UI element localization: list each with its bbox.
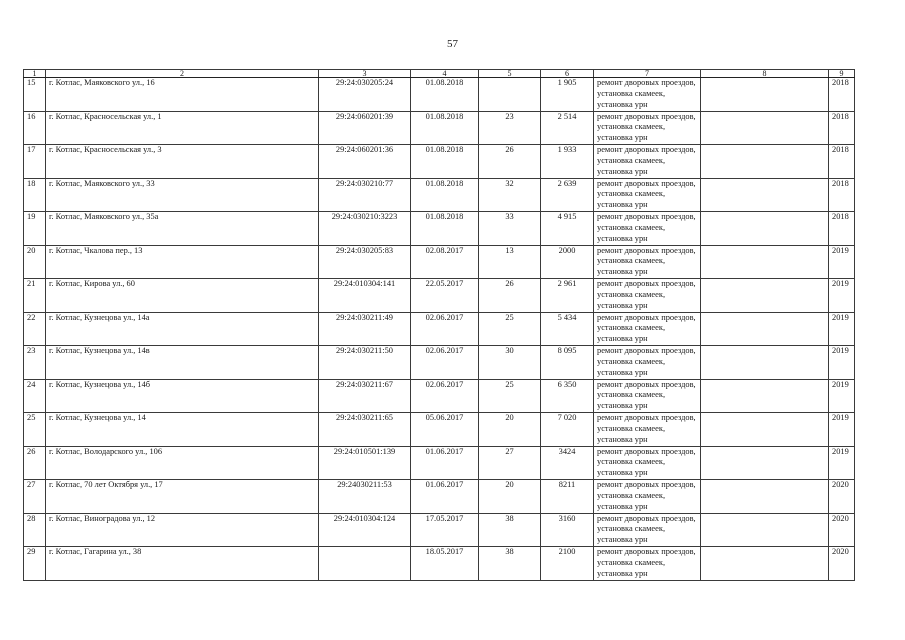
- column-6-cell: 1 933: [541, 145, 594, 179]
- work-description-cell: ремонт дворовых проездов, установка скамеек, установка урн: [594, 111, 701, 145]
- column-6-cell: 2100: [541, 547, 594, 581]
- work-description-cell: ремонт дворовых проездов, установка скамеек, установка урн: [594, 212, 701, 246]
- cadastral-number-cell: 29:24:030211:49: [319, 312, 411, 346]
- column-5-cell: 27: [479, 446, 541, 480]
- cadastral-number-cell: 29:24:030205:24: [319, 78, 411, 112]
- column-5-cell: 33: [479, 212, 541, 246]
- row-number-cell: 22: [24, 312, 46, 346]
- date-cell: 22.05.2017: [411, 279, 479, 313]
- year-cell: 2019: [829, 279, 855, 313]
- column-5-cell: 32: [479, 178, 541, 212]
- column-number: 9: [829, 70, 855, 78]
- table-row: [24, 379, 855, 413]
- work-description-cell: ремонт дворовых проездов, установка скамеек, установка урн: [594, 312, 701, 346]
- address-cell: г. Котлас, Виноградова ул., 12: [46, 513, 319, 547]
- address-cell: г. Котлас, Чкалова пер., 13: [46, 245, 319, 279]
- date-cell: 17.05.2017: [411, 513, 479, 547]
- column-8-cell: [701, 346, 829, 380]
- address-cell: г. Котлас, Красносельская ул., 1: [46, 111, 319, 145]
- year-cell: 2020: [829, 513, 855, 547]
- row-number-cell: 27: [24, 480, 46, 514]
- year-cell: 2019: [829, 312, 855, 346]
- table-row: [24, 279, 855, 313]
- row-number-cell: 23: [24, 346, 46, 380]
- column-5-cell: 30: [479, 346, 541, 380]
- column-5-cell: 26: [479, 145, 541, 179]
- work-description-cell: ремонт дворовых проездов, установка скамеек, установка урн: [594, 245, 701, 279]
- column-5-cell: 13: [479, 245, 541, 279]
- column-6-cell: 2 961: [541, 279, 594, 313]
- page-number: 57: [447, 38, 458, 50]
- column-number: 7: [594, 70, 701, 78]
- address-cell: г. Котлас, Маяковского ул., 33: [46, 178, 319, 212]
- column-5-cell: 20: [479, 413, 541, 447]
- address-cell: г. Котлас, Гагарина ул., 38: [46, 547, 319, 581]
- cadastral-number-cell: 29:24:010304:124: [319, 513, 411, 547]
- table-row: [24, 413, 855, 447]
- year-cell: 2019: [829, 446, 855, 480]
- table-body: [24, 70, 855, 581]
- date-cell: 01.08.2018: [411, 145, 479, 179]
- column-number: 8: [701, 70, 829, 78]
- work-description-cell: ремонт дворовых проездов, установка скамеек, установка урн: [594, 480, 701, 514]
- address-cell: г. Котлас, Кузнецова ул., 14: [46, 413, 319, 447]
- column-5-cell: 20: [479, 480, 541, 514]
- address-cell: г. Котлас, Кузнецова ул., 14в: [46, 346, 319, 380]
- column-8-cell: [701, 111, 829, 145]
- table-row: [24, 547, 855, 581]
- column-8-cell: [701, 446, 829, 480]
- table-row: [24, 312, 855, 346]
- date-cell: 02.06.2017: [411, 312, 479, 346]
- column-8-cell: [701, 279, 829, 313]
- table-row: [24, 513, 855, 547]
- date-cell: 02.06.2017: [411, 379, 479, 413]
- year-cell: 2020: [829, 547, 855, 581]
- column-6-cell: 7 020: [541, 413, 594, 447]
- year-cell: 2019: [829, 245, 855, 279]
- table-row: [24, 346, 855, 380]
- table-row: [24, 245, 855, 279]
- column-8-cell: [701, 78, 829, 112]
- work-description-cell: ремонт дворовых проездов, установка скамеек, установка урн: [594, 279, 701, 313]
- row-number-cell: 24: [24, 379, 46, 413]
- year-cell: 2020: [829, 480, 855, 514]
- cadastral-number-cell: 29:24030211:53: [319, 480, 411, 514]
- work-description-cell: ремонт дворовых проездов, установка скамеек, установка урн: [594, 78, 701, 112]
- row-number-cell: 28: [24, 513, 46, 547]
- table-row: [24, 78, 855, 112]
- cadastral-number-cell: 29:24:010501:139: [319, 446, 411, 480]
- column-6-cell: 2 639: [541, 178, 594, 212]
- row-number-cell: 26: [24, 446, 46, 480]
- column-number: 3: [319, 70, 411, 78]
- column-number: 5: [479, 70, 541, 78]
- column-number: 4: [411, 70, 479, 78]
- column-5-cell: 25: [479, 379, 541, 413]
- row-number-cell: 21: [24, 279, 46, 313]
- cadastral-number-cell: 29:24:030210:77: [319, 178, 411, 212]
- column-6-cell: 1 905: [541, 78, 594, 112]
- cadastral-number-cell: 29:24:060201:39: [319, 111, 411, 145]
- column-8-cell: [701, 547, 829, 581]
- date-cell: 01.08.2018: [411, 78, 479, 112]
- column-6-cell: 3424: [541, 446, 594, 480]
- table-row: [24, 480, 855, 514]
- cadastral-number-cell: 29:24:010304:141: [319, 279, 411, 313]
- column-5-cell: 38: [479, 513, 541, 547]
- work-description-cell: ремонт дворовых проездов, установка скамеек, установка урн: [594, 446, 701, 480]
- column-6-cell: 4 915: [541, 212, 594, 246]
- year-cell: 2018: [829, 145, 855, 179]
- column-8-cell: [701, 413, 829, 447]
- cadastral-number-cell: 29:24:030210:3223: [319, 212, 411, 246]
- column-6-cell: 3160: [541, 513, 594, 547]
- year-cell: 2018: [829, 78, 855, 112]
- column-8-cell: [701, 212, 829, 246]
- table-row: [24, 178, 855, 212]
- row-number-cell: 15: [24, 78, 46, 112]
- work-description-cell: ремонт дворовых проездов, установка скамеек, установка урн: [594, 145, 701, 179]
- cadastral-number-cell: 29:24:060201:36: [319, 145, 411, 179]
- row-number-cell: 20: [24, 245, 46, 279]
- cadastral-number-cell: 29:24:030211:67: [319, 379, 411, 413]
- address-cell: г. Котлас, Маяковского ул., 35а: [46, 212, 319, 246]
- year-cell: 2019: [829, 346, 855, 380]
- column-5-cell: 26: [479, 279, 541, 313]
- column-number: 6: [541, 70, 594, 78]
- row-number-cell: 17: [24, 145, 46, 179]
- address-cell: г. Котлас, Володарского ул., 106: [46, 446, 319, 480]
- year-cell: 2019: [829, 413, 855, 447]
- table-row: [24, 212, 855, 246]
- row-number-cell: 19: [24, 212, 46, 246]
- work-description-cell: ремонт дворовых проездов, установка скамеек, установка урн: [594, 513, 701, 547]
- row-number-cell: 29: [24, 547, 46, 581]
- date-cell: 01.06.2017: [411, 480, 479, 514]
- year-cell: 2018: [829, 212, 855, 246]
- year-cell: 2019: [829, 379, 855, 413]
- address-cell: г. Котлас, Красносельская ул., 3: [46, 145, 319, 179]
- column-8-cell: [701, 178, 829, 212]
- column-5-cell: 25: [479, 312, 541, 346]
- year-cell: 2018: [829, 111, 855, 145]
- column-5-cell: 38: [479, 547, 541, 581]
- date-cell: 05.06.2017: [411, 413, 479, 447]
- cadastral-number-cell: [319, 547, 411, 581]
- work-description-cell: ремонт дворовых проездов, установка скамеек, установка урн: [594, 547, 701, 581]
- year-cell: 2018: [829, 178, 855, 212]
- column-number: 1: [24, 70, 46, 78]
- address-cell: г. Котлас, Кирова ул., 60: [46, 279, 319, 313]
- column-6-cell: 2000: [541, 245, 594, 279]
- work-description-cell: ремонт дворовых проездов, установка скамеек, установка урн: [594, 346, 701, 380]
- cadastral-number-cell: 29:24:030211:65: [319, 413, 411, 447]
- column-6-cell: 6 350: [541, 379, 594, 413]
- address-cell: г. Котлас, Кузнецова ул., 14б: [46, 379, 319, 413]
- date-cell: 01.06.2017: [411, 446, 479, 480]
- address-cell: г. Котлас, Кузнецова ул., 14а: [46, 312, 319, 346]
- cadastral-number-cell: 29:24:030205:83: [319, 245, 411, 279]
- date-cell: 01.08.2018: [411, 111, 479, 145]
- date-cell: 02.08.2017: [411, 245, 479, 279]
- column-6-cell: 2 514: [541, 111, 594, 145]
- column-6-cell: 5 434: [541, 312, 594, 346]
- row-number-cell: 25: [24, 413, 46, 447]
- cadastral-number-cell: 29:24:030211:50: [319, 346, 411, 380]
- column-5-cell: 23: [479, 111, 541, 145]
- table-row: [24, 111, 855, 145]
- row-number-cell: 18: [24, 178, 46, 212]
- column-8-cell: [701, 145, 829, 179]
- work-description-cell: ремонт дворовых проездов, установка скамеек, установка урн: [594, 178, 701, 212]
- work-description-cell: ремонт дворовых проездов, установка скамеек, установка урн: [594, 413, 701, 447]
- column-8-cell: [701, 245, 829, 279]
- row-number-cell: 16: [24, 111, 46, 145]
- column-5-cell: [479, 78, 541, 112]
- table-row: [24, 446, 855, 480]
- column-6-cell: 8 095: [541, 346, 594, 380]
- column-8-cell: [701, 480, 829, 514]
- column-number: 2: [46, 70, 319, 78]
- register-table: [23, 69, 855, 581]
- column-number-row: [24, 70, 855, 78]
- date-cell: 01.08.2018: [411, 178, 479, 212]
- column-6-cell: 8211: [541, 480, 594, 514]
- table-row: [24, 145, 855, 179]
- work-description-cell: ремонт дворовых проездов, установка скамеек, установка урн: [594, 379, 701, 413]
- column-8-cell: [701, 379, 829, 413]
- column-8-cell: [701, 312, 829, 346]
- address-cell: г. Котлас, Маяковского ул., 16: [46, 78, 319, 112]
- date-cell: 02.06.2017: [411, 346, 479, 380]
- column-8-cell: [701, 513, 829, 547]
- date-cell: 01.08.2018: [411, 212, 479, 246]
- date-cell: 18.05.2017: [411, 547, 479, 581]
- address-cell: г. Котлас, 70 лет Октября ул., 17: [46, 480, 319, 514]
